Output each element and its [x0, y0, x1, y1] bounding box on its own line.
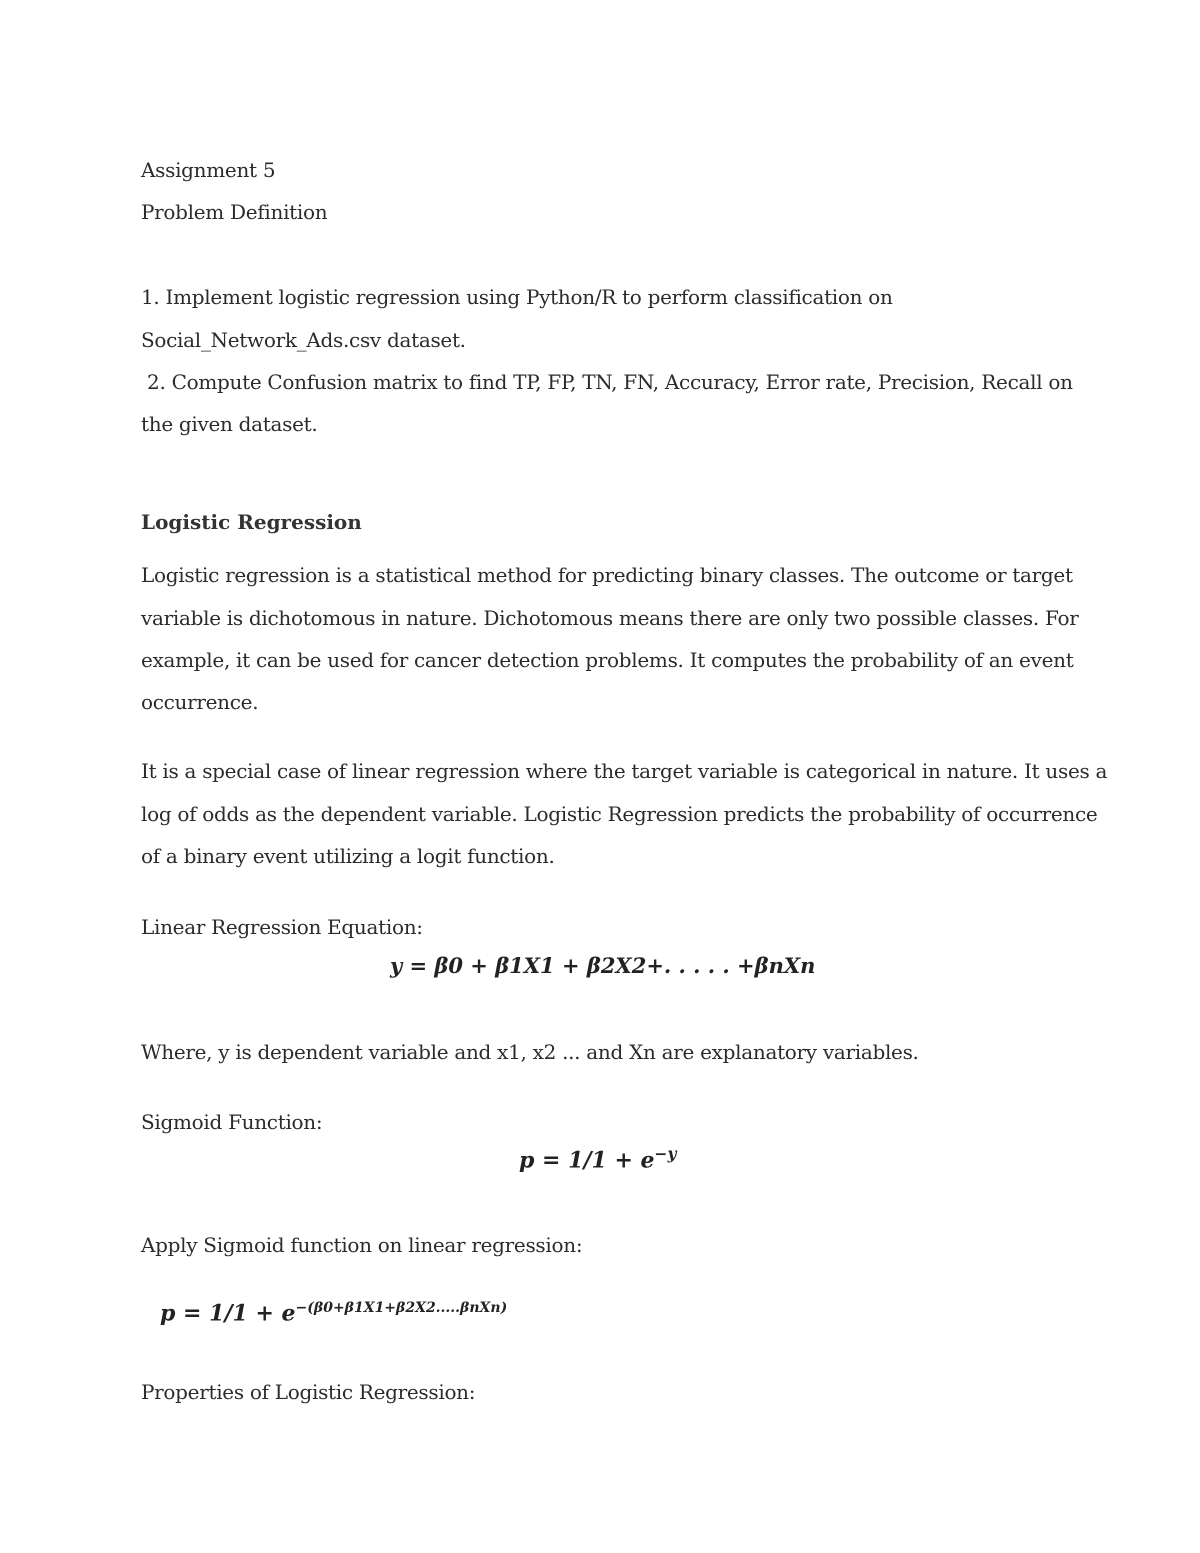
problem-line-2: Social_Network_Ads.csv dataset. [141, 328, 466, 352]
sigmoid-equation-exponent: −y [654, 1145, 677, 1163]
linear-regression-equation: y = β0 + β1X1 + β2X2+. . . . . +βnXn [390, 953, 816, 978]
problem-definition-label: Problem Definition [141, 200, 328, 224]
paragraph-2-line-1: It is a special case of linear regression where the target variable is categorical in nature. It uses a [141, 759, 1108, 783]
sigmoid-equation [519, 1145, 676, 1173]
assignment-title: Assignment 5 [141, 158, 276, 182]
problem-line-1: 1. Implement logistic regression using Python/R to perform classification on [141, 285, 893, 309]
problem-line-3: 2. Compute Confusion matrix to find TP, FP, TN, FN, Accuracy, Error rate, Precision, Recall on [141, 370, 1073, 394]
sigmoid-equation-base: p = 1/1 + e [519, 1147, 655, 1174]
applied-equation-exponent: −(β0+β1X1+β2X2.....βnXn) [295, 1300, 508, 1316]
linear-equation-label: Linear Regression Equation: [141, 915, 423, 939]
properties-label: Properties of Logistic Regression: [141, 1380, 476, 1404]
paragraph-1-line-3: example, it can be used for cancer detection problems. It computes the probability of an event [141, 648, 1074, 672]
applied-sigmoid-equation [160, 1300, 507, 1326]
sigmoid-function-label: Sigmoid Function: [141, 1110, 323, 1134]
paragraph-1-line-4: occurrence. [141, 690, 259, 714]
paragraph-2-line-3: of a binary event utilizing a logit function. [141, 844, 555, 868]
where-text: Where, y is dependent variable and x1, x2 ... and Xn are explanatory variables. [141, 1040, 919, 1064]
applied-equation-base: p = 1/1 + e [160, 1300, 296, 1327]
paragraph-1-line-1: Logistic regression is a statistical method for predicting binary classes. The outcome or target [141, 563, 1073, 587]
paragraph-2-line-2: log of odds as the dependent variable. Logistic Regression predicts the probability of occurrence [141, 802, 1098, 826]
paragraph-1-line-2: variable is dichotomous in nature. Dichotomous means there are only two possible classes. For [141, 606, 1079, 630]
apply-sigmoid-label: Apply Sigmoid function on linear regression: [141, 1233, 583, 1257]
section-heading: Logistic Regression [141, 510, 362, 534]
problem-line-4: the given dataset. [141, 412, 318, 436]
